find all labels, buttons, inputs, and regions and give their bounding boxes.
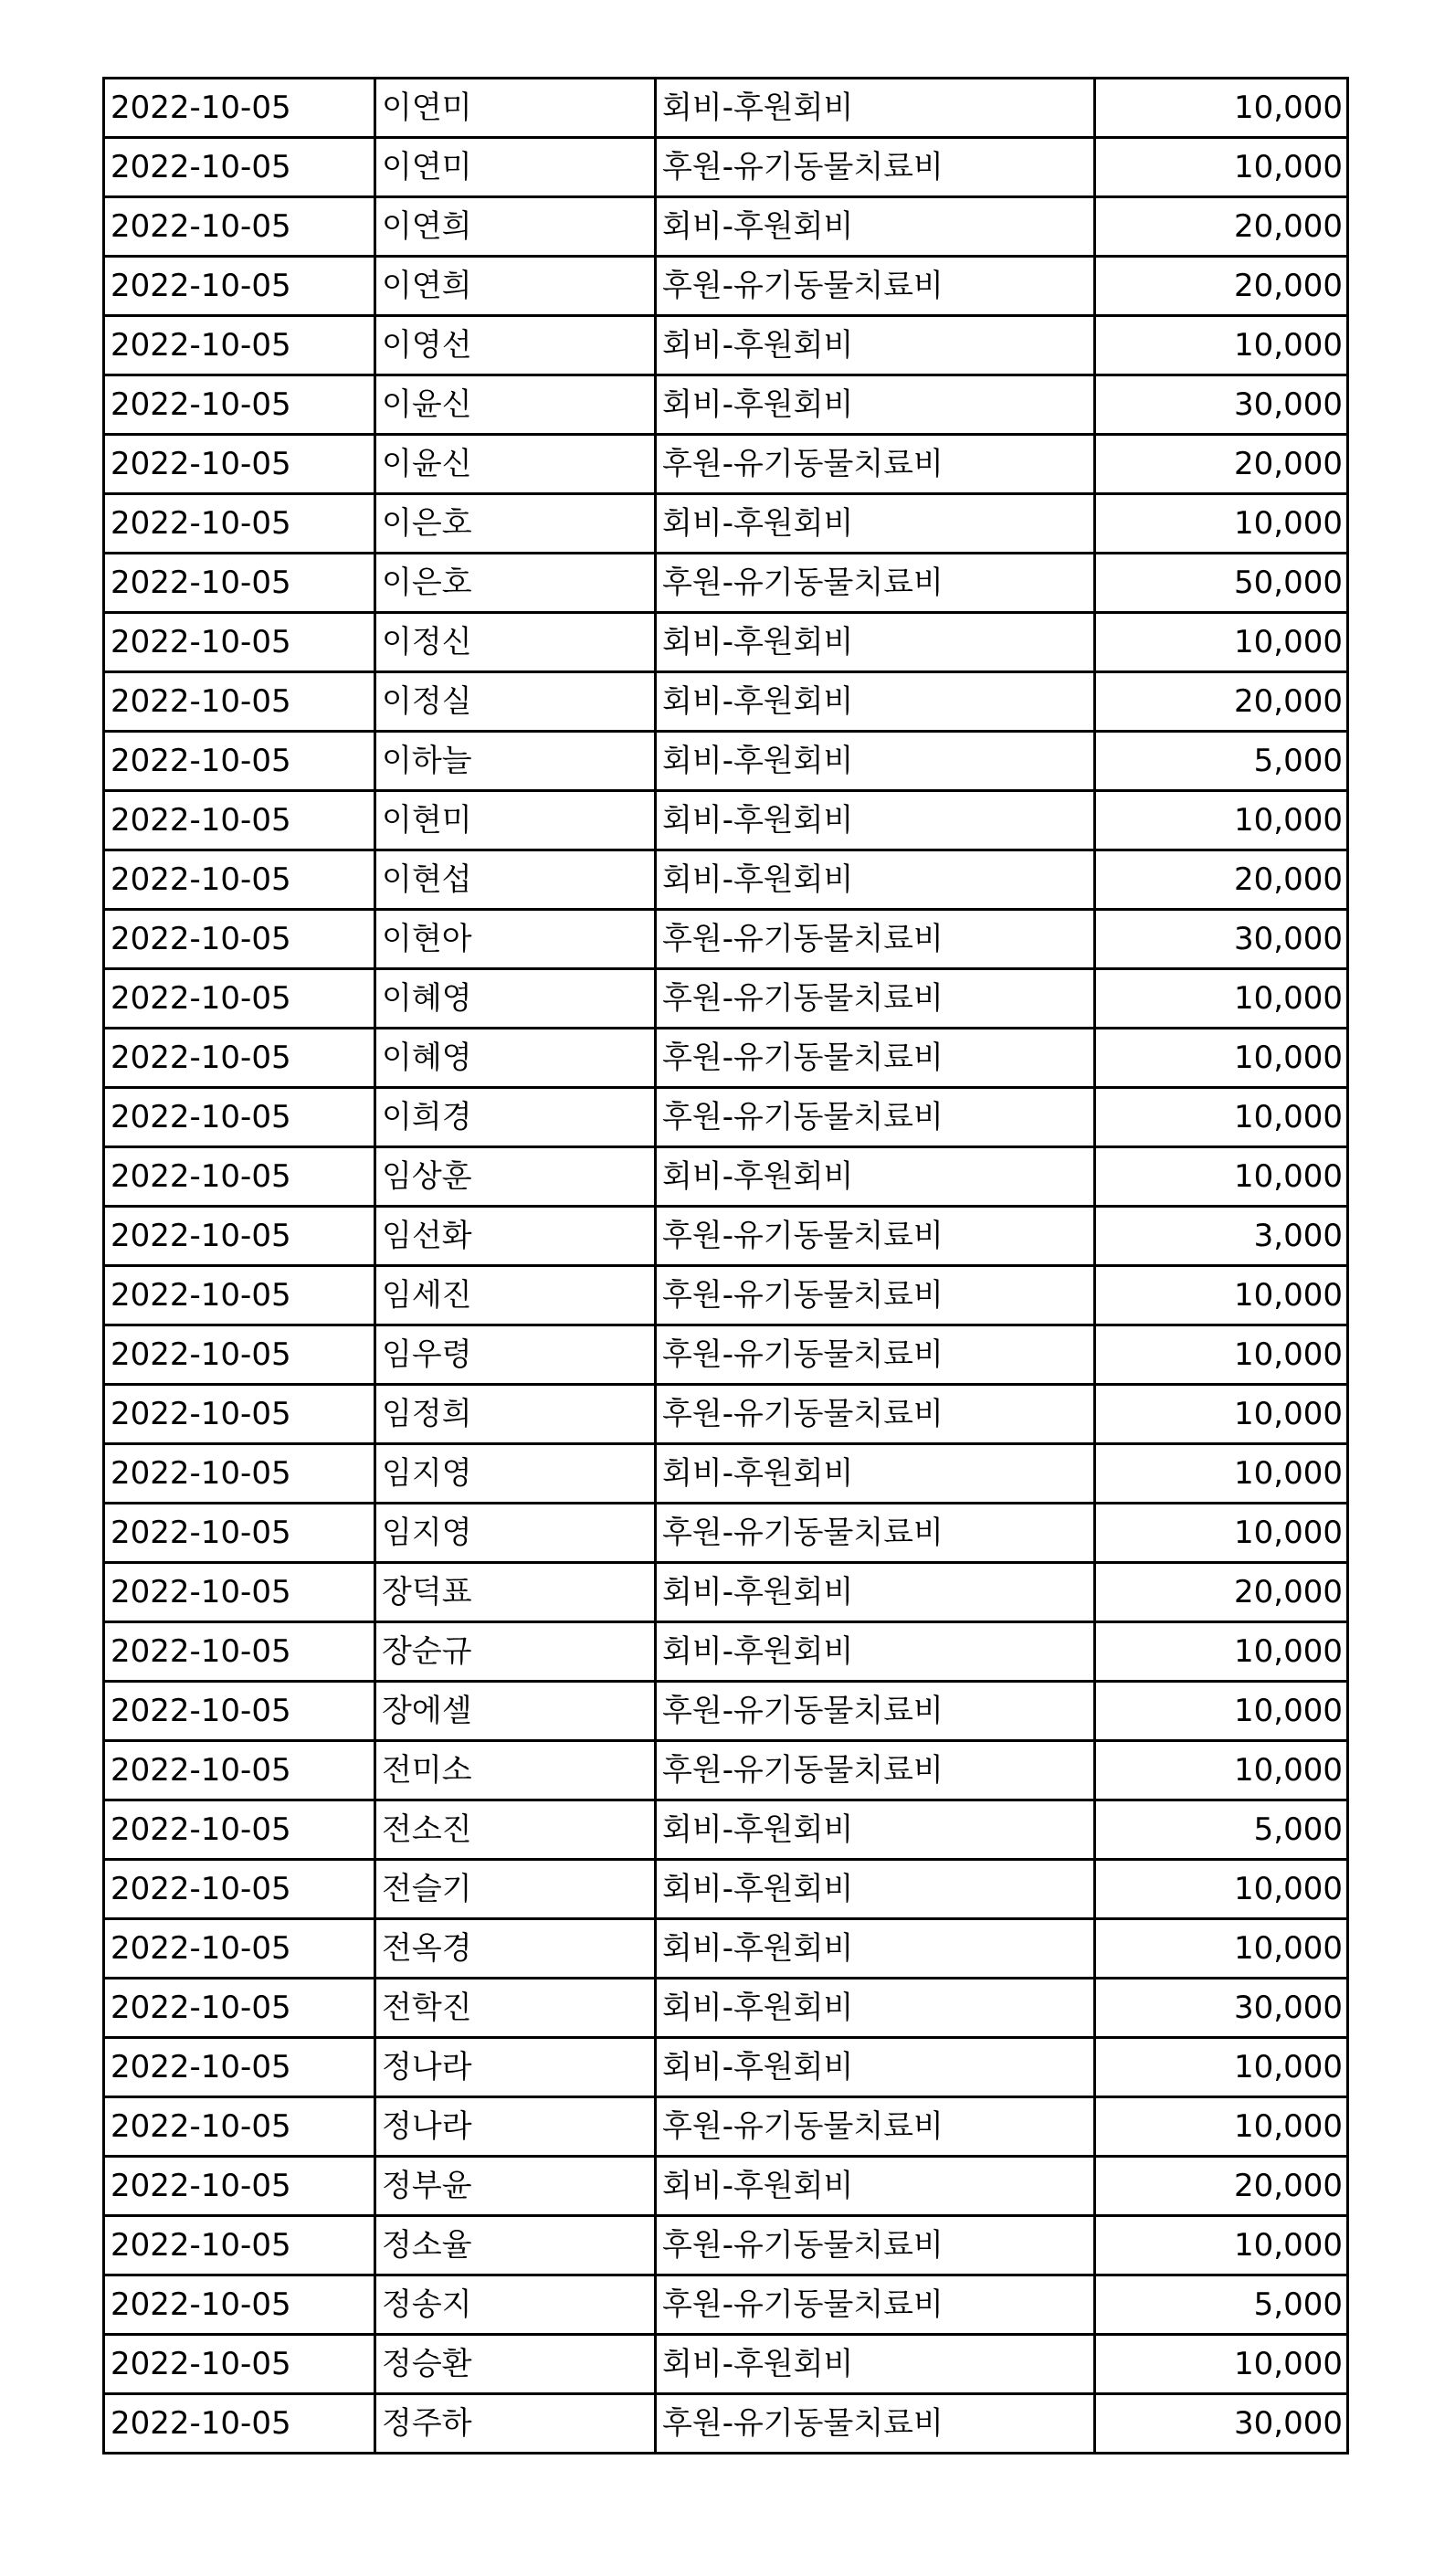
amount-cell: 5,000 (1095, 1800, 1348, 1860)
category-cell: 후원-유기동물치료비 (656, 1504, 1095, 1563)
amount-cell: 20,000 (1095, 850, 1348, 910)
date-cell: 2022-10-05 (104, 1266, 375, 1325)
amount-cell: 10,000 (1095, 1266, 1348, 1325)
category-cell: 회비-후원회비 (656, 1622, 1095, 1682)
date-cell: 2022-10-05 (104, 1325, 375, 1385)
date-cell: 2022-10-05 (104, 257, 375, 316)
amount-cell: 5,000 (1095, 732, 1348, 791)
category-cell: 회비-후원회비 (656, 613, 1095, 672)
category-cell: 후원-유기동물치료비 (656, 2394, 1095, 2454)
date-cell: 2022-10-05 (104, 1147, 375, 1207)
amount-cell: 10,000 (1095, 1860, 1348, 1919)
date-cell: 2022-10-05 (104, 375, 375, 435)
table-row (104, 2216, 1348, 2275)
donor-name-cell: 임선화 (375, 1207, 656, 1266)
category-cell: 후원-유기동물치료비 (656, 1325, 1095, 1385)
table-row (104, 1325, 1348, 1385)
amount-cell: 10,000 (1095, 1147, 1348, 1207)
table-row (104, 494, 1348, 554)
donor-name-cell: 정승환 (375, 2335, 656, 2394)
category-cell: 회비-후원회비 (656, 1979, 1095, 2038)
category-cell: 후원-유기동물치료비 (656, 1682, 1095, 1741)
date-cell: 2022-10-05 (104, 1563, 375, 1622)
donor-name-cell: 이윤신 (375, 375, 656, 435)
date-cell: 2022-10-05 (104, 910, 375, 969)
table-row (104, 1266, 1348, 1325)
category-cell: 후원-유기동물치료비 (656, 257, 1095, 316)
donor-name-cell: 이현아 (375, 910, 656, 969)
table-row (104, 2097, 1348, 2157)
table-row (104, 969, 1348, 1029)
date-cell: 2022-10-05 (104, 79, 375, 138)
amount-cell: 3,000 (1095, 1207, 1348, 1266)
date-cell: 2022-10-05 (104, 2097, 375, 2157)
donor-name-cell: 임세진 (375, 1266, 656, 1325)
date-cell: 2022-10-05 (104, 2335, 375, 2394)
amount-cell: 30,000 (1095, 2394, 1348, 2454)
date-cell: 2022-10-05 (104, 613, 375, 672)
date-cell: 2022-10-05 (104, 850, 375, 910)
donor-name-cell: 이현미 (375, 791, 656, 850)
donor-name-cell: 임정희 (375, 1385, 656, 1444)
donor-name-cell: 전미소 (375, 1741, 656, 1800)
category-cell: 후원-유기동물치료비 (656, 435, 1095, 494)
amount-cell: 10,000 (1095, 79, 1348, 138)
table-row (104, 1385, 1348, 1444)
category-cell: 회비-후원회비 (656, 732, 1095, 791)
date-cell: 2022-10-05 (104, 1029, 375, 1088)
date-cell: 2022-10-05 (104, 316, 375, 375)
date-cell: 2022-10-05 (104, 1622, 375, 1682)
table-row (104, 316, 1348, 375)
category-cell: 후원-유기동물치료비 (656, 910, 1095, 969)
amount-cell: 10,000 (1095, 2097, 1348, 2157)
category-cell: 회비-후원회비 (656, 79, 1095, 138)
date-cell: 2022-10-05 (104, 554, 375, 613)
donor-name-cell: 이희경 (375, 1088, 656, 1147)
category-cell: 후원-유기동물치료비 (656, 1385, 1095, 1444)
table-row (104, 1979, 1348, 2038)
table-row (104, 138, 1348, 197)
amount-cell: 10,000 (1095, 1741, 1348, 1800)
table-row (104, 1504, 1348, 1563)
amount-cell: 10,000 (1095, 2216, 1348, 2275)
category-cell: 회비-후원회비 (656, 791, 1095, 850)
date-cell: 2022-10-05 (104, 2394, 375, 2454)
amount-cell: 10,000 (1095, 1919, 1348, 1979)
category-cell: 회비-후원회비 (656, 2038, 1095, 2097)
donor-name-cell: 이정실 (375, 672, 656, 732)
donor-name-cell: 임지영 (375, 1444, 656, 1504)
date-cell: 2022-10-05 (104, 672, 375, 732)
donor-name-cell: 장순규 (375, 1622, 656, 1682)
category-cell: 후원-유기동물치료비 (656, 1029, 1095, 1088)
date-cell: 2022-10-05 (104, 138, 375, 197)
category-cell: 회비-후원회비 (656, 197, 1095, 257)
amount-cell: 10,000 (1095, 1325, 1348, 1385)
table-row (104, 1682, 1348, 1741)
amount-cell: 20,000 (1095, 197, 1348, 257)
category-cell: 후원-유기동물치료비 (656, 2275, 1095, 2335)
table-row (104, 1741, 1348, 1800)
table-row (104, 1088, 1348, 1147)
donor-name-cell: 이정신 (375, 613, 656, 672)
table-row (104, 732, 1348, 791)
amount-cell: 30,000 (1095, 910, 1348, 969)
donor-name-cell: 임상훈 (375, 1147, 656, 1207)
category-cell: 회비-후원회비 (656, 375, 1095, 435)
date-cell: 2022-10-05 (104, 1682, 375, 1741)
donor-name-cell: 전학진 (375, 1979, 656, 2038)
date-cell: 2022-10-05 (104, 197, 375, 257)
donor-name-cell: 정나라 (375, 2038, 656, 2097)
category-cell: 회비-후원회비 (656, 2157, 1095, 2216)
amount-cell: 10,000 (1095, 1622, 1348, 1682)
amount-cell: 5,000 (1095, 2275, 1348, 2335)
table-row (104, 1919, 1348, 1979)
date-cell: 2022-10-05 (104, 1800, 375, 1860)
date-cell: 2022-10-05 (104, 1741, 375, 1800)
category-cell: 회비-후원회비 (656, 1147, 1095, 1207)
category-cell: 후원-유기동물치료비 (656, 1741, 1095, 1800)
table-row (104, 910, 1348, 969)
category-cell: 후원-유기동물치료비 (656, 1266, 1095, 1325)
donor-name-cell: 이연희 (375, 257, 656, 316)
donor-name-cell: 이연미 (375, 79, 656, 138)
table-row (104, 1800, 1348, 1860)
amount-cell: 10,000 (1095, 1444, 1348, 1504)
table-row (104, 2275, 1348, 2335)
date-cell: 2022-10-05 (104, 2038, 375, 2097)
table-row (104, 257, 1348, 316)
date-cell: 2022-10-05 (104, 2157, 375, 2216)
donor-name-cell: 이혜영 (375, 1029, 656, 1088)
table-row (104, 1860, 1348, 1919)
date-cell: 2022-10-05 (104, 2216, 375, 2275)
date-cell: 2022-10-05 (104, 1444, 375, 1504)
amount-cell: 10,000 (1095, 1029, 1348, 1088)
category-cell: 회비-후원회비 (656, 1919, 1095, 1979)
table-row (104, 197, 1348, 257)
table-row (104, 435, 1348, 494)
donor-name-cell: 임우령 (375, 1325, 656, 1385)
donor-name-cell: 정부윤 (375, 2157, 656, 2216)
amount-cell: 10,000 (1095, 494, 1348, 554)
table-row (104, 1029, 1348, 1088)
amount-cell: 10,000 (1095, 969, 1348, 1029)
category-cell: 회비-후원회비 (656, 2335, 1095, 2394)
donor-name-cell: 장에셀 (375, 1682, 656, 1741)
donation-ledger-table (102, 77, 1349, 2455)
table-row (104, 672, 1348, 732)
date-cell: 2022-10-05 (104, 1207, 375, 1266)
category-cell: 후원-유기동물치료비 (656, 969, 1095, 1029)
date-cell: 2022-10-05 (104, 1919, 375, 1979)
category-cell: 후원-유기동물치료비 (656, 554, 1095, 613)
date-cell: 2022-10-05 (104, 1385, 375, 1444)
date-cell: 2022-10-05 (104, 2275, 375, 2335)
table-row (104, 1563, 1348, 1622)
donor-name-cell: 전소진 (375, 1800, 656, 1860)
date-cell: 2022-10-05 (104, 435, 375, 494)
date-cell: 2022-10-05 (104, 1088, 375, 1147)
amount-cell: 10,000 (1095, 1385, 1348, 1444)
category-cell: 회비-후원회비 (656, 672, 1095, 732)
table-row (104, 1444, 1348, 1504)
donor-name-cell: 전슬기 (375, 1860, 656, 1919)
donor-name-cell: 정소율 (375, 2216, 656, 2275)
table-row (104, 1207, 1348, 1266)
category-cell: 회비-후원회비 (656, 1444, 1095, 1504)
amount-cell: 20,000 (1095, 435, 1348, 494)
date-cell: 2022-10-05 (104, 1979, 375, 2038)
table-row (104, 613, 1348, 672)
amount-cell: 10,000 (1095, 1504, 1348, 1563)
category-cell: 후원-유기동물치료비 (656, 138, 1095, 197)
amount-cell: 50,000 (1095, 554, 1348, 613)
donor-name-cell: 정주하 (375, 2394, 656, 2454)
donor-name-cell: 장덕표 (375, 1563, 656, 1622)
date-cell: 2022-10-05 (104, 969, 375, 1029)
category-cell: 회비-후원회비 (656, 850, 1095, 910)
table-row (104, 791, 1348, 850)
table-row (104, 1622, 1348, 1682)
donor-name-cell: 이은호 (375, 494, 656, 554)
category-cell: 후원-유기동물치료비 (656, 2216, 1095, 2275)
ledger-body (104, 79, 1348, 2454)
donor-name-cell: 이은호 (375, 554, 656, 613)
donor-name-cell: 임지영 (375, 1504, 656, 1563)
table-row (104, 2394, 1348, 2454)
table-row (104, 2157, 1348, 2216)
category-cell: 후원-유기동물치료비 (656, 1207, 1095, 1266)
table-row (104, 2335, 1348, 2394)
amount-cell: 20,000 (1095, 672, 1348, 732)
amount-cell: 20,000 (1095, 1563, 1348, 1622)
category-cell: 후원-유기동물치료비 (656, 1088, 1095, 1147)
amount-cell: 10,000 (1095, 2335, 1348, 2394)
table-row (104, 554, 1348, 613)
donor-name-cell: 정송지 (375, 2275, 656, 2335)
donor-name-cell: 전옥경 (375, 1919, 656, 1979)
amount-cell: 10,000 (1095, 138, 1348, 197)
donor-name-cell: 이윤신 (375, 435, 656, 494)
amount-cell: 10,000 (1095, 316, 1348, 375)
donor-name-cell: 이영선 (375, 316, 656, 375)
amount-cell: 10,000 (1095, 791, 1348, 850)
amount-cell: 20,000 (1095, 257, 1348, 316)
amount-cell: 10,000 (1095, 1682, 1348, 1741)
table-row (104, 2038, 1348, 2097)
category-cell: 회비-후원회비 (656, 1563, 1095, 1622)
amount-cell: 10,000 (1095, 1088, 1348, 1147)
donor-name-cell: 정나라 (375, 2097, 656, 2157)
date-cell: 2022-10-05 (104, 1504, 375, 1563)
category-cell: 회비-후원회비 (656, 1800, 1095, 1860)
amount-cell: 30,000 (1095, 375, 1348, 435)
donor-name-cell: 이하늘 (375, 732, 656, 791)
donor-name-cell: 이연미 (375, 138, 656, 197)
table-row (104, 1147, 1348, 1207)
category-cell: 회비-후원회비 (656, 1860, 1095, 1919)
date-cell: 2022-10-05 (104, 732, 375, 791)
table-row (104, 79, 1348, 138)
amount-cell: 20,000 (1095, 2157, 1348, 2216)
amount-cell: 10,000 (1095, 2038, 1348, 2097)
date-cell: 2022-10-05 (104, 494, 375, 554)
table-row (104, 850, 1348, 910)
category-cell: 회비-후원회비 (656, 316, 1095, 375)
amount-cell: 10,000 (1095, 613, 1348, 672)
donor-name-cell: 이연희 (375, 197, 656, 257)
date-cell: 2022-10-05 (104, 1860, 375, 1919)
category-cell: 회비-후원회비 (656, 494, 1095, 554)
category-cell: 후원-유기동물치료비 (656, 2097, 1095, 2157)
donor-name-cell: 이현섭 (375, 850, 656, 910)
date-cell: 2022-10-05 (104, 791, 375, 850)
donor-name-cell: 이혜영 (375, 969, 656, 1029)
amount-cell: 30,000 (1095, 1979, 1348, 2038)
table-row (104, 375, 1348, 435)
